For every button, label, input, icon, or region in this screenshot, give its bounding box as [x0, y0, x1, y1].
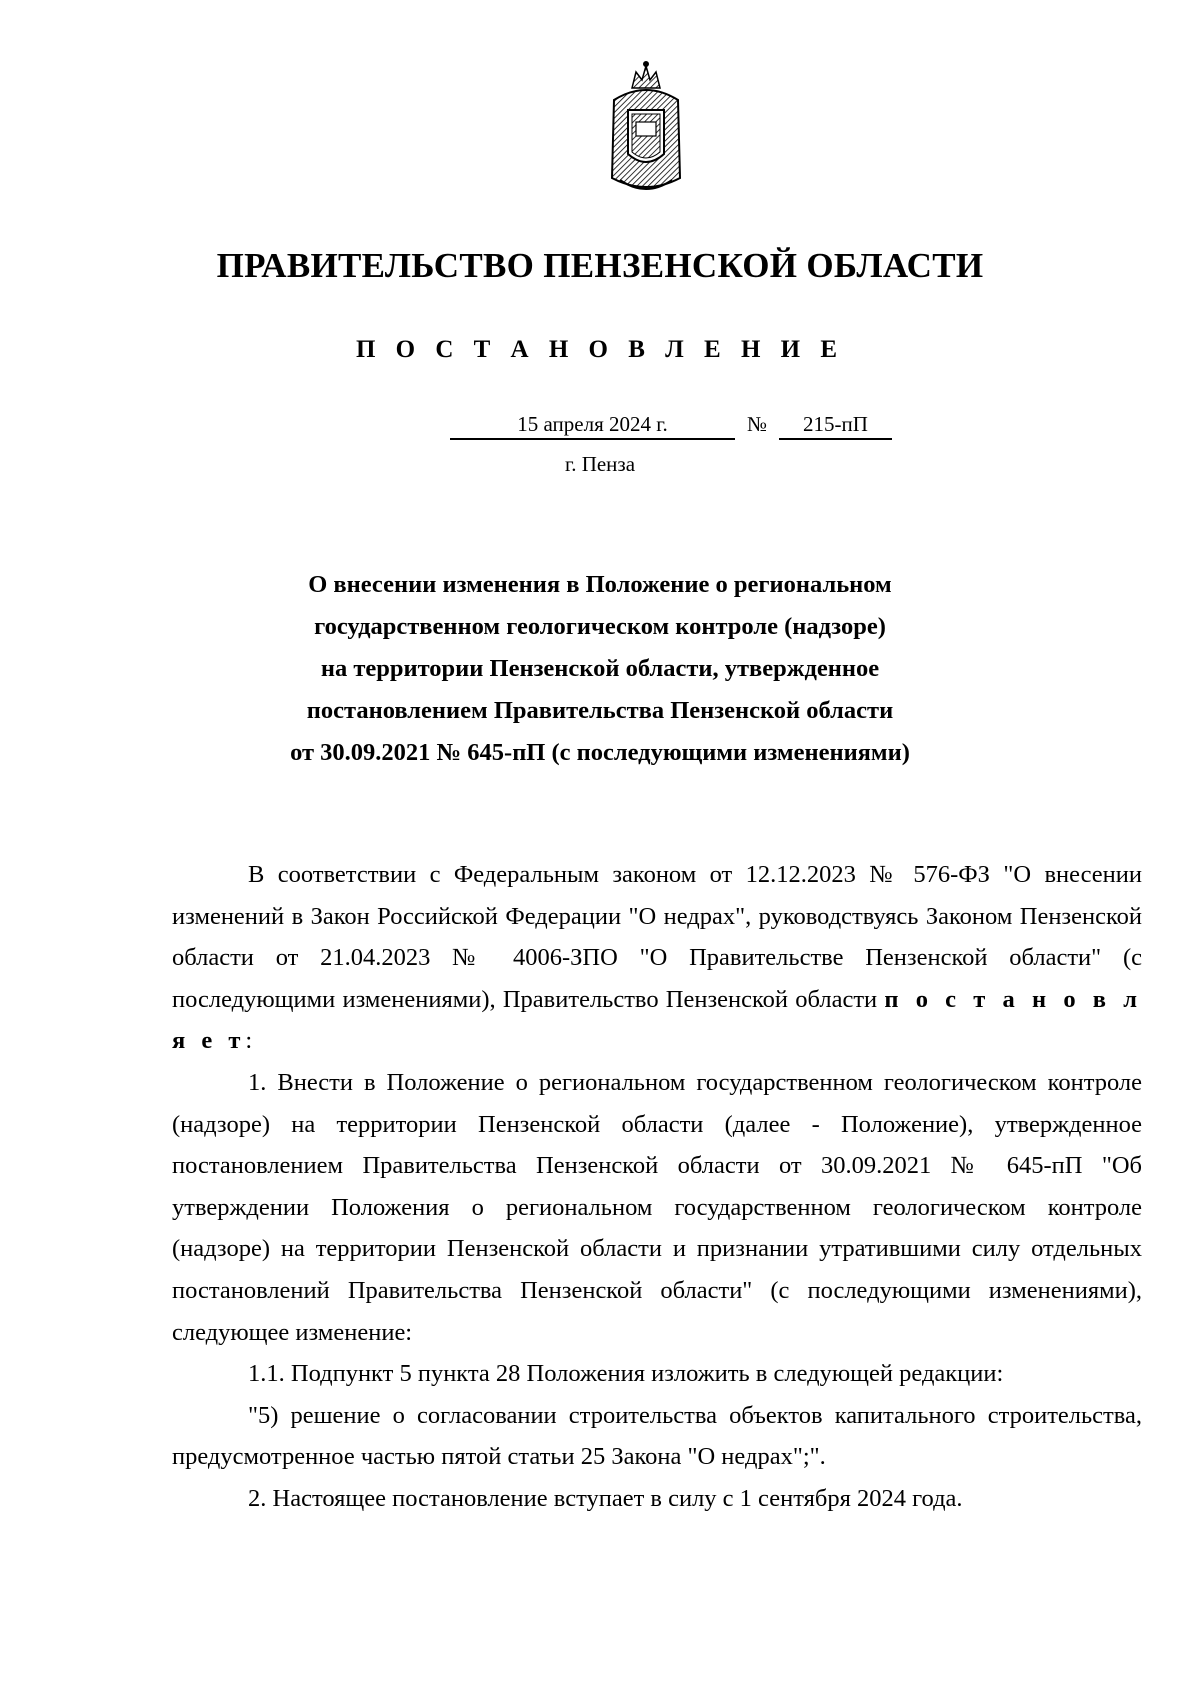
preamble-text: В соответствии с Федеральным законом от 12.12.2023 № 576-ФЗ "О внесении изменений в Закон Российской Федерации "О недрах", руководствуясь Законом Пензенской области от 21.04.2023 № 4006-ЗПО "О Правительстве Пензенской области" (с последующими изменениями), Правительство Пензенской области: [172, 861, 1142, 1013]
document-date: 15 апреля 2024 г.: [450, 410, 735, 440]
resolves-colon: :: [245, 1027, 253, 1055]
subject-line: государственном геологическом контроле (надзоре): [314, 613, 886, 640]
document-body: [172, 854, 1142, 1520]
item-1-1: 1.1. Подпункт 5 пункта 28 Положения изложить в следующей редакции:: [248, 1360, 1004, 1388]
coat-of-arms-emblem: [606, 58, 686, 198]
date-number-line: [0, 410, 1200, 442]
quoted-subparagraph: "5) решение о согласовании строительства объектов капитального строительства, предусмотренное частью пятой статьи 25 Закона "О недрах";".: [172, 1401, 1142, 1471]
number-sign: №: [746, 412, 768, 436]
subject-line: постановлением Правительства Пензенской области: [306, 697, 894, 724]
subject-line: О внесении изменения в Положение о региональном: [308, 571, 892, 598]
city: г. Пенза: [564, 452, 636, 476]
subject-line: на территории Пензенской области, утвержденное: [320, 655, 880, 682]
item-1: 1. Внести в Положение о региональном государственном геологическом контроле (надзоре) на территории Пензенской области (далее - Положение), утвержденное постановлением Правительства Пензенской области от 30.09.2021 № 645-пП "Об утверждении Положения о региональном государственном геологическом контроле (надзоре) на территории Пензенской области и признании утратившими силу отдельных постановлений Правительства Пензенской области" (с последующими изменениями), следующее изменение:: [172, 1068, 1142, 1346]
resolves-word: п о с т а н о в л я е т: [172, 985, 1142, 1055]
preamble-paragraph: [172, 854, 1142, 1062]
item-2: 2. Настоящее постановление вступает в силу с 1 сентября 2024 года.: [248, 1484, 963, 1512]
organization-title: ПРАВИТЕЛЬСТВО ПЕНЗЕНСКОЙ ОБЛАСТИ: [216, 246, 984, 285]
document-number: 215-пП: [779, 410, 892, 440]
subject-line: от 30.09.2021 № 645-пП (с последующими изменениями): [290, 739, 910, 766]
document-subject: [220, 564, 980, 774]
document-type: П О С Т А Н О В Л Е Н И Е: [355, 336, 845, 363]
